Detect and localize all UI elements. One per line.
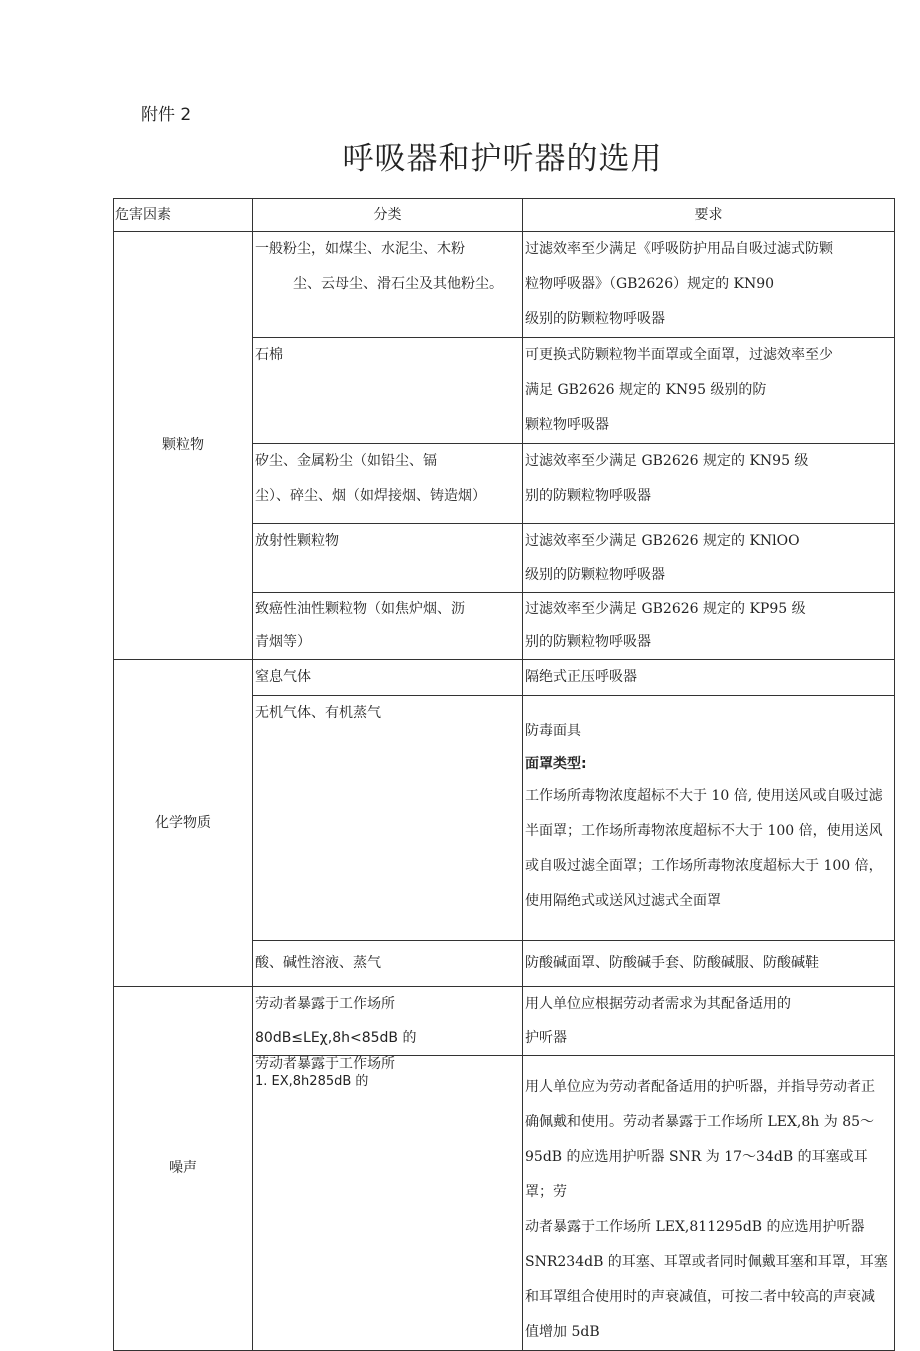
header-requirement: 要求 <box>523 199 895 232</box>
requirement-line: 或自吸过滤全面罩；工作场所毒物浓度超标大于 100 倍， <box>525 858 883 874</box>
requirement-cell <box>523 444 895 524</box>
factor-noise: 噪声 <box>114 987 253 1351</box>
category-line: 无机气体、有机蒸气 <box>255 705 381 721</box>
requirement-cell <box>523 696 895 941</box>
table-row <box>114 660 895 696</box>
requirement-line: 过滤效率至少满足 GB2626 规定的 KN95 级 <box>525 453 809 469</box>
category-cell <box>253 1056 523 1351</box>
requirement-cell <box>523 338 895 444</box>
table-header-row <box>114 199 895 232</box>
selection-table <box>113 198 895 1351</box>
requirement-line: 别的防颗粒物呼吸器 <box>525 488 651 504</box>
requirement-line: 用人单位应根据劳动者需求为其配备适用的 <box>525 996 791 1012</box>
requirement-cell <box>523 941 895 987</box>
factor-chemicals: 化学物质 <box>114 660 253 987</box>
category-cell <box>253 444 523 524</box>
requirement-line: 别的防颗粒物呼吸器 <box>525 634 651 650</box>
category-cell <box>253 987 523 1056</box>
requirement-line: 级别的防颗粒物呼吸器 <box>525 567 665 583</box>
category-line: 劳动者暴露于工作场所 <box>255 1056 395 1072</box>
requirement-line: 用人单位应为劳动者配备适用的护听器，并指导劳动者正 <box>525 1079 875 1095</box>
requirement-line: 动者暴露于工作场所 LEX,811295dB 的应选用护听器 <box>525 1219 865 1235</box>
requirement-line: 护听器 <box>525 1030 567 1046</box>
requirement-line: 值增加 5dB <box>525 1324 600 1340</box>
header-category: 分类 <box>253 199 523 232</box>
requirement-line: 可更换式防颗粒物半面罩或全面罩，过滤效率至少 <box>525 347 833 363</box>
requirement-line: 满足 GB2626 规定的 KN95 级别的防 <box>525 382 767 398</box>
requirement-heading: 面罩类型: <box>525 756 587 772</box>
requirement-cell <box>523 987 895 1056</box>
requirement-line: 半面罩；工作场所毒物浓度超标不大于 100 倍，使用送风 <box>525 823 883 839</box>
category-line: 酸、碱性溶液、蒸气 <box>255 955 381 971</box>
category-line: 放射性颗粒物 <box>255 533 339 549</box>
requirement-line: 和耳罩组合使用时的声衰减值，可按二者中较高的声衰减 <box>525 1289 875 1305</box>
requirement-cell <box>523 660 895 696</box>
requirement-line: 确佩戴和使用。劳动者暴露于工作场所 LEX,8h 为 85～ <box>525 1114 875 1130</box>
category-line: 矽尘、金属粉尘（如铅尘、镉 <box>255 453 437 469</box>
category-cell <box>253 941 523 987</box>
category-line: 青烟等） <box>255 634 311 650</box>
category-line: 80dB≤LEχ,8h<85dB 的 <box>255 1030 417 1046</box>
requirement-line: SNR234dB 的耳塞、耳罩或者同时佩戴耳塞和耳罩，耳塞 <box>525 1254 888 1270</box>
requirement-cell <box>523 593 895 660</box>
category-cell <box>253 593 523 660</box>
category-cell <box>253 232 523 338</box>
category-line: 尘、云母尘、滑石尘及其他粉尘。 <box>293 276 503 292</box>
requirement-line: 95dB 的应选用护听器 SNR 为 17～34dB 的耳塞或耳罩；劳 <box>525 1149 868 1200</box>
category-cell <box>253 524 523 593</box>
requirement-line: 粒物呼吸器》（GB2626）规定的 KN90 <box>525 276 775 292</box>
category-line: 劳动者暴露于工作场所 <box>255 996 395 1012</box>
requirement-line: 颗粒物呼吸器 <box>525 417 609 433</box>
category-line: 石棉 <box>255 347 283 363</box>
requirement-line: 过滤效率至少满足 GB2626 规定的 KP95 级 <box>525 601 806 617</box>
category-line: 窒息气体 <box>255 669 311 685</box>
annex-label: 附件 2 <box>141 105 192 125</box>
header-factor: 危害因素 <box>114 199 253 232</box>
category-cell <box>253 696 523 941</box>
requirement-cell <box>523 524 895 593</box>
requirement-line: 隔绝式正压呼吸器 <box>525 669 637 685</box>
category-line: 一般粉尘，如煤尘、水泥尘、木粉 <box>255 241 465 257</box>
category-line: 尘）、碎尘、烟（如焊接烟、铸造烟） <box>255 488 486 504</box>
requirement-intro: 防毒面具 <box>525 723 581 739</box>
table-row <box>114 232 895 338</box>
requirement-line: 过滤效率至少满足 GB2626 规定的 KNlOO <box>525 533 800 549</box>
requirement-line: 工作场所毒物浓度超标不大于 10 倍, 使用送风或自吸过滤 <box>525 788 883 804</box>
requirement-line: 防酸碱面罩、防酸碱手套、防酸碱服、防酸碱鞋 <box>525 955 819 971</box>
category-line: 致癌性油性颗粒物（如焦炉烟、沥 <box>255 601 465 617</box>
factor-particulates: 颗粒物 <box>114 232 253 660</box>
requirement-line: 使用隔绝式或送风过滤式全面罩 <box>525 893 721 909</box>
category-cell <box>253 338 523 444</box>
table-row <box>114 987 895 1056</box>
category-line: 1. EX,8h285dB 的 <box>255 1074 369 1089</box>
requirement-line: 级别的防颗粒物呼吸器 <box>525 311 665 327</box>
requirement-cell <box>523 232 895 338</box>
requirement-cell <box>523 1056 895 1351</box>
page-title: 呼吸器和护听器的选用 <box>342 141 663 177</box>
category-cell <box>253 660 523 696</box>
requirement-line: 过滤效率至少满足《呼吸防护用品自吸过滤式防颗 <box>525 241 833 257</box>
